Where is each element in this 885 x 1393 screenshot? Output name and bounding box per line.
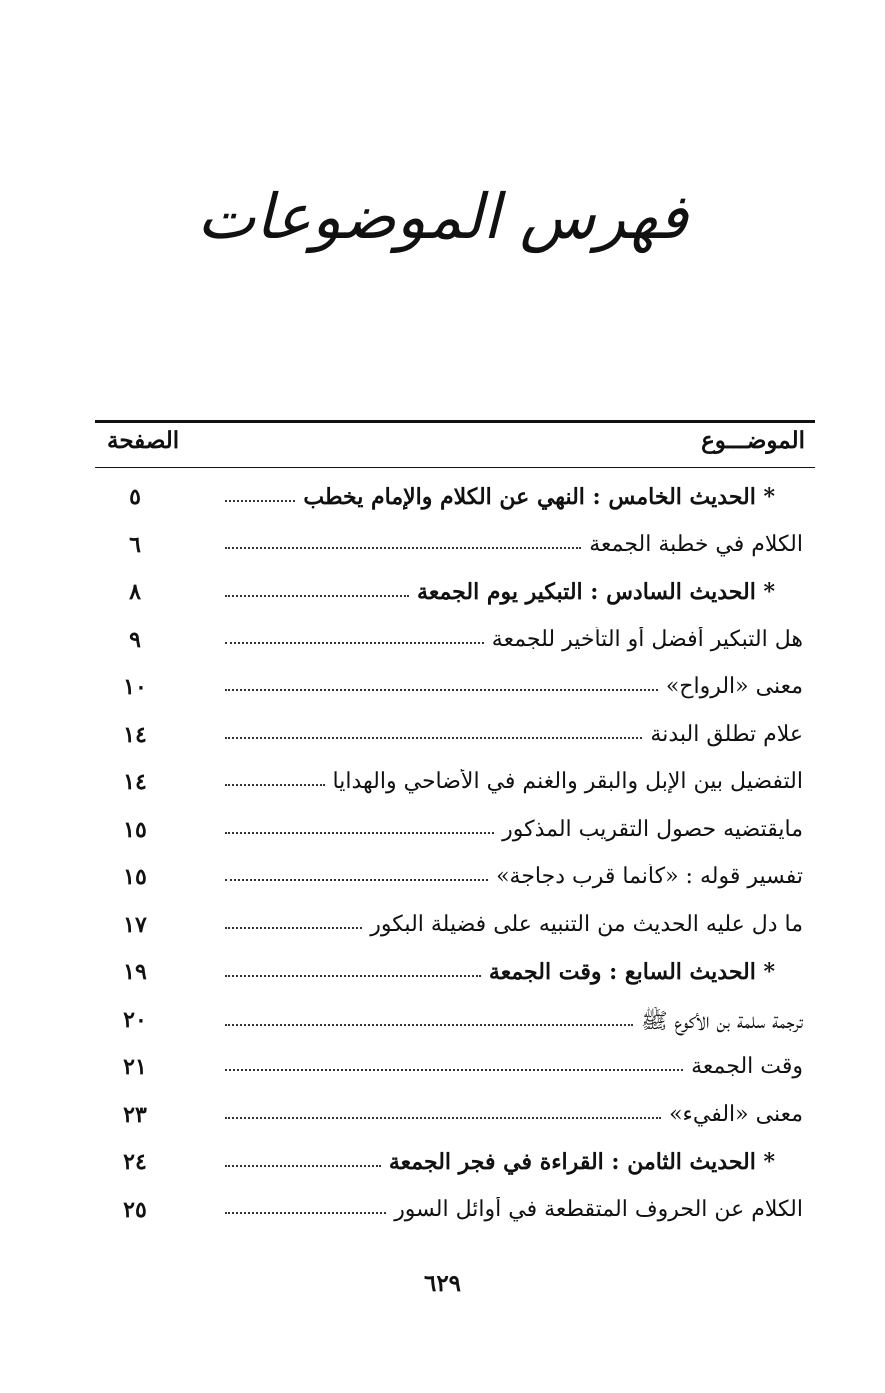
toc-entry-title: وقت الجمعة <box>691 1054 803 1079</box>
toc-entry-page: ١٠ <box>123 674 147 700</box>
toc-entry-page: ٨ <box>129 579 141 605</box>
dotted-leader <box>225 546 581 549</box>
toc-entry-title-line <box>225 627 803 652</box>
toc-entry <box>95 1044 815 1092</box>
toc-entry-title: مايقتضيه حصول التقريب المذكور <box>502 816 803 842</box>
toc-entry-title: * الحديث الثامن : القراءة في فجر الجمعة <box>388 1149 775 1175</box>
dotted-leader <box>225 831 494 834</box>
toc-entry-title-line <box>225 674 803 699</box>
toc-header <box>95 423 815 468</box>
toc-entries <box>95 468 815 1234</box>
toc-entry-title: التفضيل بين الإبل والبقر والغنم في الأضاحي والهدايا <box>332 769 803 794</box>
toc-entry <box>95 1092 815 1140</box>
dotted-leader <box>225 1164 381 1167</box>
toc-entry-title-line <box>225 912 803 937</box>
toc-entry-title: معنى «الفيء» <box>669 1101 803 1127</box>
toc-entry <box>95 1139 815 1187</box>
toc-entry-title: تفسير قوله : «كأنما قرب دجاجة» <box>496 864 803 889</box>
toc-entry-title-line <box>225 722 803 747</box>
toc-entry <box>95 712 815 760</box>
toc-entry-title-line <box>225 769 803 794</box>
dotted-leader <box>225 1211 386 1214</box>
toc-entry-title-line <box>225 1054 803 1079</box>
dotted-leader <box>225 641 484 644</box>
toc-entry <box>95 902 815 950</box>
dotted-leader <box>225 1023 633 1026</box>
dotted-leader <box>225 688 658 691</box>
dotted-leader <box>225 878 488 881</box>
toc-entry <box>95 997 815 1045</box>
toc-entry-title-line <box>225 1102 803 1127</box>
toc-entry-page: ٢٠ <box>123 1006 147 1033</box>
toc-entry <box>95 759 815 807</box>
toc-entry <box>95 807 815 855</box>
toc-entry-title-line <box>225 1007 803 1039</box>
toc-entry-title: * الحديث السابع : وقت الجمعة <box>488 959 775 985</box>
dotted-leader <box>225 499 295 502</box>
toc-entry-page: ٦ <box>129 531 141 558</box>
toc-entry-title: ما دل عليه الحديث من التنبيه على فضيلة البكور <box>370 911 803 937</box>
toc-entry-title: هل التبكير أفضل أو التأخير للجمعة <box>491 626 803 652</box>
toc-entry-title-line <box>225 532 803 557</box>
toc-entry-page: ٩ <box>129 626 141 653</box>
toc-entry-page: ١٥ <box>123 864 147 890</box>
toc-entry <box>95 949 815 997</box>
toc-entry-title-line <box>225 817 803 842</box>
toc-entry-title: * الحديث السادس : التبكير يوم الجمعة <box>417 579 775 605</box>
dotted-leader <box>225 736 642 739</box>
toc-entry-page: ١٤ <box>123 721 147 748</box>
page-column-header: الصفحة <box>107 427 180 454</box>
toc-entry-title-line <box>225 1197 803 1222</box>
toc-entry <box>95 474 815 522</box>
page-title: فهرس الموضوعات <box>197 180 688 253</box>
toc-entry <box>95 1187 815 1235</box>
toc-entry-title: معنى «الرواح» <box>665 674 803 699</box>
toc-entry <box>95 617 815 665</box>
toc-entry-page: ٢٤ <box>123 1149 147 1175</box>
toc-entry <box>95 854 815 902</box>
toc-entry-title-line <box>225 864 803 889</box>
toc-entry-page: ٥ <box>129 484 141 510</box>
toc-entry-title: علام تطلق البدنة <box>650 721 803 747</box>
dotted-leader <box>225 594 409 597</box>
dotted-leader <box>225 974 481 977</box>
table-of-contents <box>95 420 815 1234</box>
toc-entry-page: ٢١ <box>123 1054 147 1080</box>
toc-entry-page: ٢٥ <box>123 1196 147 1223</box>
toc-entry-title-line <box>225 1149 803 1175</box>
toc-entry-title: الكلام عن الحروف المتقطعة في أوائل السور <box>394 1196 803 1222</box>
toc-entry-page: ١٤ <box>123 769 147 795</box>
dotted-leader <box>225 926 362 929</box>
toc-entry-page: ١٥ <box>123 816 147 843</box>
toc-entry-page: ٢٣ <box>123 1101 147 1128</box>
dotted-leader <box>225 783 325 786</box>
topic-column-header: الموضـــوع <box>701 427 805 454</box>
toc-entry-page: ١٧ <box>123 911 147 938</box>
toc-entry-title-line <box>225 959 803 985</box>
toc-entry-title-line <box>225 484 803 510</box>
dotted-leader <box>225 1068 683 1071</box>
toc-entry-title: * الحديث الخامس : النهي عن الكلام والإمام يخطب <box>303 484 775 510</box>
page-number: ٦٢٩ <box>423 1270 462 1297</box>
toc-entry-title: الكلام في خطبة الجمعة <box>589 531 803 557</box>
toc-entry <box>95 664 815 712</box>
toc-entry-title: ترجمة سلمة بن الأكوع ﷺ <box>641 1008 803 1034</box>
toc-entry <box>95 569 815 617</box>
toc-entry-page: ١٩ <box>123 959 147 985</box>
toc-entry <box>95 522 815 570</box>
toc-entry-title-line <box>225 579 803 605</box>
dotted-leader <box>225 1116 661 1119</box>
